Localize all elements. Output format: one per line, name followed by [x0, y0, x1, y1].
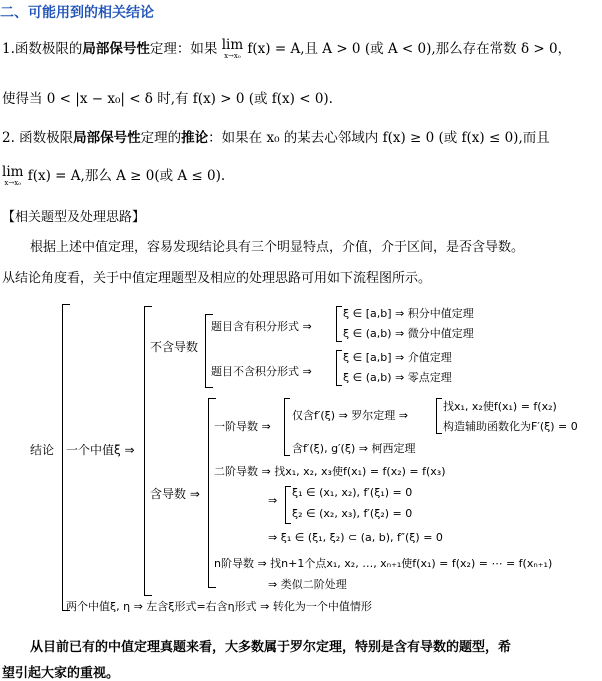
item1-line2: 使得当 0 < |x − x₀| < δ 时,有 f(x) > 0 (或 f(x) < 0). — [2, 91, 333, 107]
flow-int-b: ξ ∈ (a,b) ⇒ 微分中值定理 — [343, 327, 474, 340]
item2-line1 — [2, 126, 550, 146]
item1-line1 — [2, 37, 571, 60]
flow-nint-b: ξ ∈ (a,b) ⇒ 零点定理 — [343, 371, 452, 384]
item2-prefix: 2. 函数极限 — [2, 130, 74, 146]
section-title: 二、可能用到的相关结论 — [0, 5, 154, 21]
flow-nth-b: ⇒ 类似二阶处理 — [268, 578, 347, 591]
flow-second: 二阶导数 ⇒ 找x₁, x₂, x₃使f(x₁) = f(x₂) = f(x₃) — [214, 465, 446, 478]
item2-keyword1: 局部保号性 — [73, 130, 141, 146]
flow-sec-c: ⇒ ξ₁ ∈ (ξ₁, ξ₂) ⊂ (a, b), f″(ξ) = 0 — [268, 531, 443, 544]
flow-sec-b: ξ₂ ∈ (x₂, x₃), f′(ξ₂) = 0 — [292, 507, 413, 520]
conclusion-line2: 望引起大家的重视。 — [2, 666, 120, 681]
flow-root: 结论 — [30, 443, 55, 457]
flow-nint-a: ξ ∈ [a,b] ⇒ 介值定理 — [343, 351, 452, 364]
para1: 根据上述中值定理，容易发现结论具有三个明显特点，介值，介于区间，是否含导数。 — [30, 240, 525, 255]
flow-only-f: 仅含f′(ξ) ⇒ 罗尔定理 ⇒ — [292, 409, 409, 422]
item2-line2 — [2, 164, 225, 187]
item1-keyword: 局部保号性 — [82, 41, 150, 57]
item2-keyword2: 推论 — [181, 130, 209, 146]
item1-expr: f(x) = A,且 A > 0 (或 A < 0),那么存在常数 δ > 0， — [247, 41, 572, 57]
flow-two: 两个中值ξ, η ⇒ 左含ξ形式=右含η形式 ⇒ 转化为一个中值情形 — [66, 600, 372, 613]
flow-first: 一阶导数 ⇒ — [214, 420, 271, 433]
item2-lim: lim x→x₀ — [2, 164, 24, 187]
item1-mid: 定理：如果 — [149, 41, 218, 57]
flow-int-a: ξ ∈ [a,b] ⇒ 积分中值定理 — [343, 307, 474, 320]
item2-expr: f(x) = A,那么 A ≥ 0(或 A ≤ 0). — [27, 168, 226, 184]
related-header: 【相关题型及处理思路】 — [2, 210, 146, 225]
item2-rest: ：如果在 x₀ 的某去心邻域内 f(x) ≥ 0 (或 f(x) ≤ 0),而且 — [208, 130, 550, 146]
flow-has-deriv: 含导数 ⇒ — [150, 487, 200, 501]
brace-rolle — [436, 398, 442, 434]
flow-rolle-b: 构造辅助函数化为F′(ξ) = 0 — [443, 420, 578, 433]
flow-fg: 含f′(ξ), g′(ξ) ⇒ 柯西定理 — [292, 442, 416, 455]
flow-no-deriv: 不含导数 — [150, 340, 199, 354]
flow-nth: n阶导数 ⇒ 找n+1个点x₁, x₂, …, xₙ₊₁使f(x₁) = f(x₂) = ⋯ = f(xₙ₊₁) — [214, 557, 553, 570]
flow-has-integral: 题目含有积分形式 ⇒ — [211, 320, 312, 333]
flow-sec-a: ξ₁ ∈ (x₁, x₂), f′(ξ₁) = 0 — [292, 486, 413, 499]
brace-first — [284, 398, 290, 456]
conclusion-line1: 从目前已有的中值定理真题来看，大多数属于罗尔定理，特别是含有导数的题型，希 — [30, 640, 512, 655]
flow-rolle-a: 找x₁, x₂使f(x₁) = f(x₂) — [443, 400, 557, 413]
item2-mid1: 定理的 — [140, 130, 182, 146]
item1-prefix: 1.函数极限的 — [2, 41, 83, 57]
para2: 从结论角度看，关于中值定理题型及相应的处理思路可用如下流程图所示。 — [2, 271, 432, 286]
brace-second — [285, 486, 291, 524]
brace-no-integral — [336, 350, 342, 386]
item1-lim: lim x→x₀ — [221, 37, 244, 60]
flow-one: 一个中值ξ ⇒ — [66, 443, 135, 457]
brace-integral — [336, 306, 342, 342]
flow-no-integral: 题目不含积分形式 ⇒ — [211, 365, 312, 378]
flow-sec-arrow: ⇒ — [268, 494, 278, 507]
